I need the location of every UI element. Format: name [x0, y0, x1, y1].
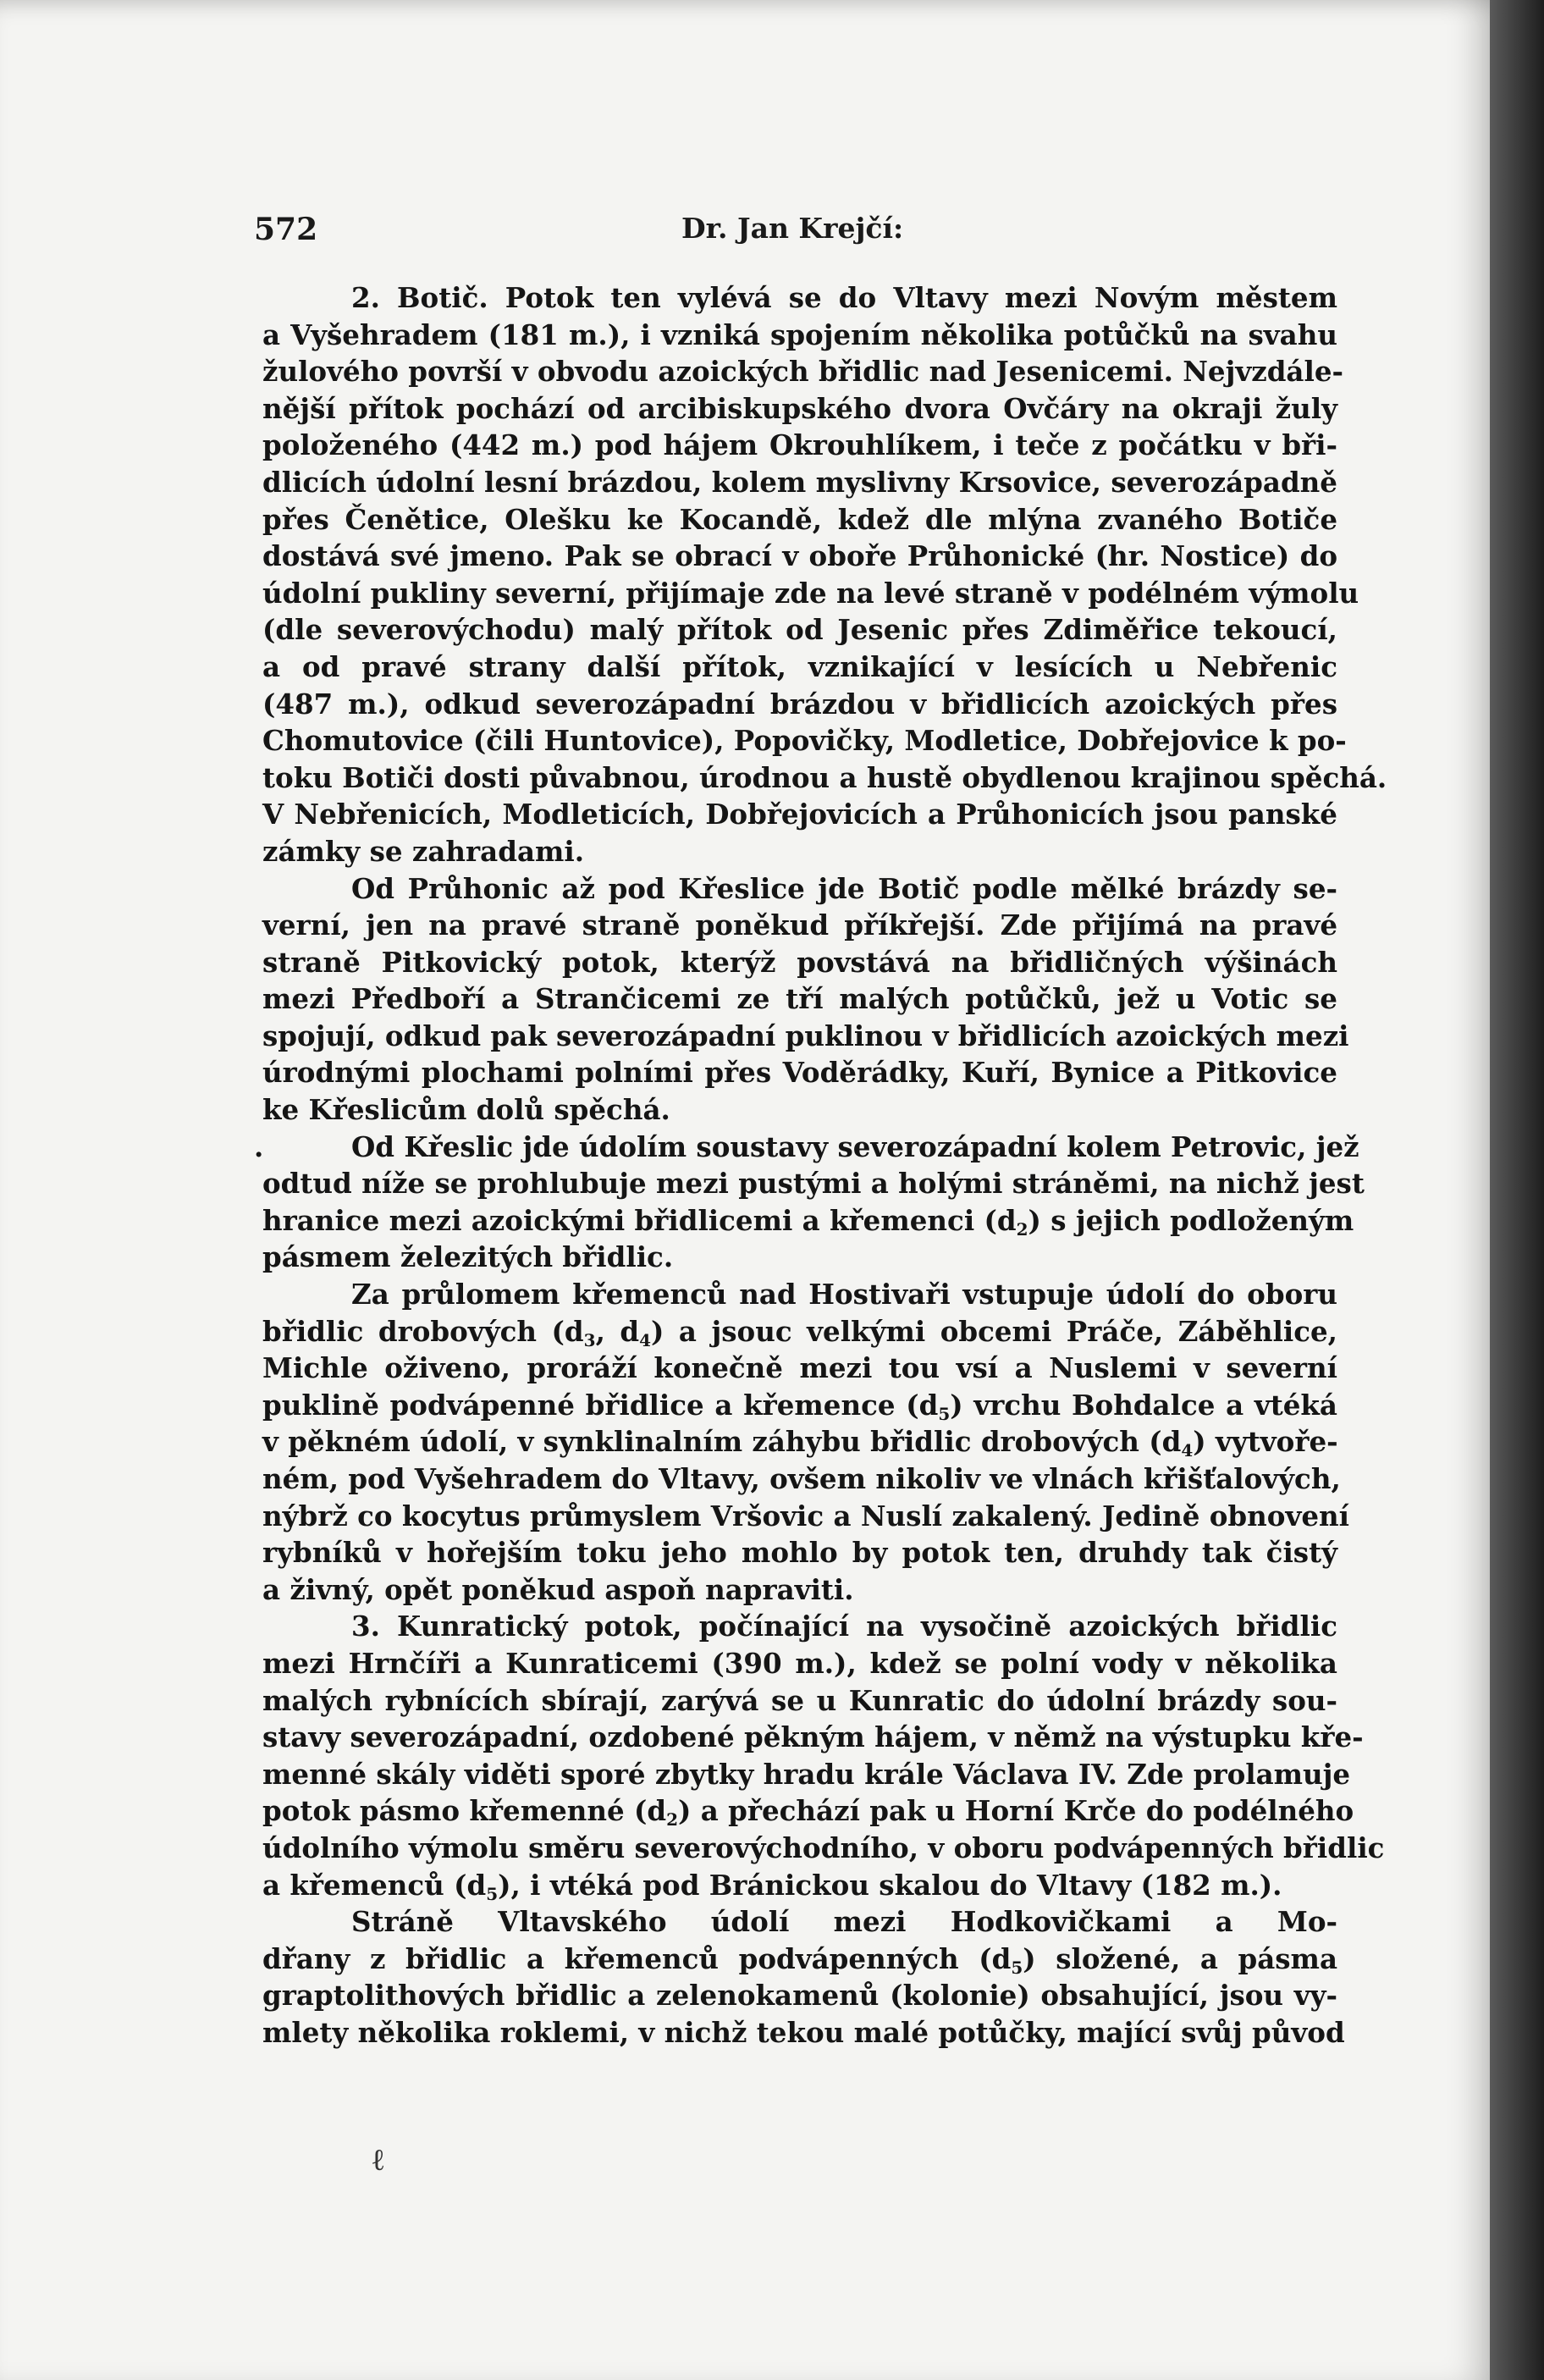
text-line: ke Křeslicům dolů spěchá. — [262, 1093, 670, 1127]
paragraph — [262, 870, 1349, 1129]
text-line: hranice mezi azoickými břidlicemi a křemenci $(d_2)$ s jejich podloženým — [262, 1203, 1354, 1240]
text-line: mezi Hrnčíři a Kunraticemi (390 m.), kdež se polní vody v několika — [262, 1646, 1337, 1680]
page-header — [254, 212, 1354, 262]
text-line: v pěkném údolí, v synklinalním záhybu břidlic drobových $(d_4)$ vytvoře- — [262, 1425, 1338, 1461]
running-head: Dr. Jan Krejčí: — [681, 212, 904, 245]
text-line: a Vyšehradem (181 m.), i vzniká spojením několika potůčků na svahu — [262, 318, 1337, 351]
text-line: graptolithových břidlic a zelenokamenů (kolonie) obsahující, jsou vy- — [262, 1979, 1337, 2013]
text-line: malých rybnících sbírají, zarývá se u Kunratic do údolní brázdy sou- — [262, 1683, 1337, 1717]
text-line: Od Průhonic až pod Křeslice jde Botič podle mělké brázdy se- — [351, 871, 1337, 905]
text-line: dřany z břidlic a křemenců podvápenných $(d_5)$ složené, a pásma — [262, 1941, 1337, 1978]
stray-ink-mark: ℓ — [371, 2143, 386, 2178]
text-line: mezi Předboří a Strančicemi ze tří malých potůčků, jež u Votic se — [262, 982, 1337, 1016]
stray-dot: . — [254, 1129, 264, 1163]
text-line: Michle oživeno, proráží konečně mezi tou vsí a Nuslemi v severní — [262, 1351, 1337, 1385]
paragraph — [262, 279, 1387, 870]
text-line: nější přítok pochází od arcibiskupského dvora Ovčáry na okraji žuly — [262, 391, 1337, 425]
text-line: potok pásmo křemenné $(d_2)$ a přechází pak u Horní Krče do podélného — [262, 1794, 1354, 1831]
text-line: břidlic drobových ($d_3$, $d_4$) a jsouc velkými obcemi Práče, Záběhlice, — [262, 1314, 1337, 1350]
text-line: odtud níže se prohlubuje mezi pustými a holými stráněmi, na nichž jest — [262, 1167, 1365, 1201]
text-line: (dle severovýchodu) malý přítok od Jesenic přes Zdiměřice tekoucí, — [262, 613, 1337, 647]
text-line: straně Pitkovický potok, kterýž povstává na břidličných výšinách — [262, 945, 1337, 979]
text-line-content: 2. Botič. Potok ten vylévá se do Vltavy mezi Novým městem — [351, 281, 1337, 314]
paragraph — [262, 1276, 1349, 1608]
text-line: údolní pukliny severní, přijímaje zde na levé straně v podélném výmolu — [262, 576, 1359, 610]
text-line: úrodnými plochami polními přes Voděrádky, Kuří, Bynice a Pitkovice — [262, 1056, 1337, 1090]
text-line: verní, jen na pravé straně poněkud příkřejší. Zde přijímá na pravé — [262, 908, 1337, 942]
text-line: zámky se zahradami. — [262, 834, 585, 868]
text-line: a od pravé strany další přítok, vznikající v lesících u Nebřenic — [262, 649, 1337, 683]
text-line: nýbrž co kocytus průmyslem Vršovic a Nuslí zakalený. Jedině obnovení — [262, 1499, 1349, 1532]
text-line: mlety několika roklemi, v nichž tekou malé potůčky, mající svůj původ — [262, 2015, 1345, 2049]
page-number: 572 — [254, 212, 318, 247]
text-line: přes Čenětice, Olešku ke Kocandě, kdež dle mlýna zvaného Botiče — [262, 502, 1337, 536]
text-line: Od Křeslic jde údolím soustavy severozápadní kolem Petrovic, jež — [351, 1129, 1359, 1163]
paragraph — [262, 1903, 1345, 2051]
page-edge-shadow — [1490, 0, 1544, 2380]
text-line: položeného (442 m.) pod hájem Okrouhlíkem, i teče z počátku v bři- — [262, 428, 1337, 462]
text-line: V Nebřenicích, Modleticích, Dobřejovicích a Průhonicích jsou panské — [262, 798, 1337, 831]
text-line: rybníků v hořejším toku jeho mohlo by potok ten, druhdy tak čistý — [262, 1536, 1337, 1570]
text-line: (487 m.), odkud severozápadní brázdou v břidlicích azoických přes — [262, 687, 1337, 721]
text-line: toku Botiči dosti půvabnou, úrodnou a hustě obydlenou krajinou spěchá. — [262, 760, 1387, 794]
text-line: údolního výmolu směru severovýchodního, v oboru podvápenných břidlic — [262, 1831, 1385, 1864]
text-line: a živný, opět poněkud aspoň napraviti. — [262, 1572, 854, 1606]
text-line: menné skály viděti sporé zbytky hradu krále Václava IV. Zde prolamuje — [262, 1757, 1351, 1791]
text-line — [262, 279, 1337, 317]
text-line: 3. Kunratický potok, počínající na vysočině azoických břidlic — [351, 1610, 1337, 1643]
text-line: ném, pod Vyšehradem do Vltavy, ovšem nikoliv ve vlnách křišťalových, — [262, 1462, 1341, 1495]
text-line: a křemenců $(d_5)$, i vtéká pod Bránickou skalou do Vltavy (182 m.). — [262, 1868, 1282, 1904]
body-text — [254, 279, 1387, 2051]
paragraph — [254, 1129, 1365, 1276]
text-line: dlicích údolní lesní brázdou, kolem myslivny Krsovice, severozápadně — [262, 465, 1337, 499]
text-line: stavy severozápadní, ozdobené pěkným hájem, v němž na výstupku kře- — [262, 1720, 1364, 1754]
text-line: Stráně Vltavského údolí mezi Hodkovičkami a Mo- — [351, 1905, 1337, 1939]
text-line: pásmem železitých břidlic. — [262, 1240, 674, 1274]
text-line: dostává své jmeno. Pak se obrací v oboře Průhonické (hr. Nostice) do — [262, 539, 1337, 573]
text-line: Za průlomem křemenců nad Hostivaři vstupuje údolí do oboru — [351, 1278, 1337, 1311]
text-line: puklině podvápenné břidlice a křemence $(d_5)$ vrchu Bohdalce a vtéká — [262, 1388, 1337, 1424]
text-line: Chomutovice (čili Huntovice), Popovičky, Modletice, Dobřejovice k po- — [262, 724, 1347, 758]
paragraph — [262, 1608, 1385, 1904]
text-line: žulového površí v obvodu azoických břidlic nad Jesenicemi. Nejvzdále- — [262, 355, 1344, 389]
text-line: spojují, odkud pak severozápadní puklinou v břidlicích azoických mezi — [262, 1019, 1349, 1052]
